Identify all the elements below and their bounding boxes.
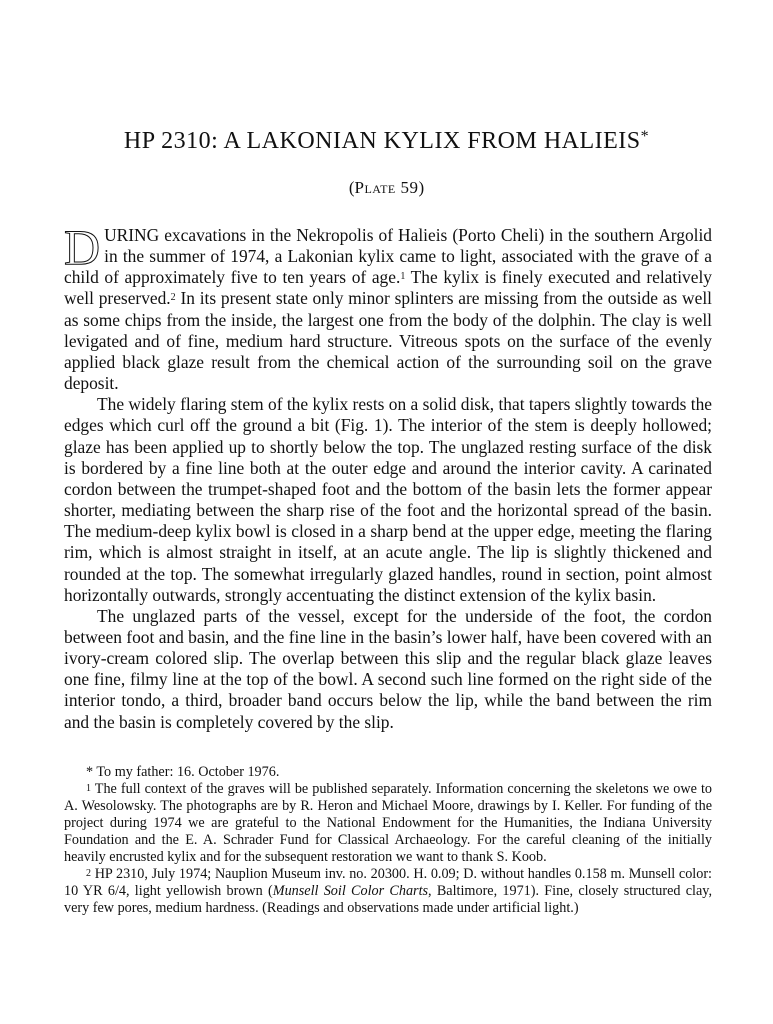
footnote-2-text-a: HP 2310, July 1974; Nauplion Museum inv. no. 20300. H. 0.09; D. without handles 0.158 m. Munsell color: 10 YR 6/4, light yellowish brown (: [64, 866, 712, 899]
footnote-ref-2: 2: [170, 292, 176, 304]
footnote-1-text: The full context of the graves will be published separately. Information concerning the skeletons we owe to A. Wesolowsky. The photographs are by R. Heron and Michael Moore, drawings by I. Keller. For funding of the project during 1974 we are grateful to the National Endowment for the Humanities, the Indiana University Foundation and the E. A. Schrader Fund for Classical Archaeology. For the careful cleaning of the initially heavily encrusted kylix and for the subsequent restoration we want to thank S. Koob.: [64, 781, 712, 865]
paragraph-2: The widely flaring stem of the kylix rests on a solid disk, that tapers slightly towards the edges which curl off the ground a bit (Fig. 1). The interior of the stem is deeply hollowed; glaze has been applied up to shortly below the top. The unglazed resting surface of the disk is bordered by a fine line both at the outer edge and around the interior cavity. A carinated cordon between the trumpet-shaped foot and the bottom of the basin lets the former appear shorter, mediating between the sharp rise of the foot and the horizontal spread of the basin. The medium-deep kylix bowl is closed in a sharp bend at the upper edge, meeting the flaring rim, which is almost straight in itself, at an acute angle. The lip is slightly thickened and rounded at the top. The somewhat irregularly glazed handles, round in section, point almost horizontally outwards, strongly accentuating the distinct extension of the kylix basin.: [64, 394, 712, 605]
footnote-2: [64, 866, 712, 917]
plate-reference: [0, 178, 773, 198]
footnote-dedication: * To my father: 16. October 1976.: [86, 764, 280, 780]
article-body: [64, 219, 713, 733]
paragraph-1-text-b: The kylix is finely executed and relatively well preserved.: [64, 267, 712, 309]
paragraph-3: The unglazed parts of the vessel, except for the underside of the foot, the cordon between foot and basin, and the fine line in the basin’s lower half, have been covered with an ivory-cream colored slip. The overlap between this slip and the regular black glaze leaves one fine, filmy line at the top of the bowl. A second such line formed on the right side of the interior tondo, a third, broader band occurs below the lip, while the band between the rim and the basin is completely covered by the slip.: [64, 605, 712, 732]
footnote-2-text-b: , Baltimore, 1971). Fine, closely structured clay, very few pores, medium hardness. (Readings and observations made under artificial light.): [64, 883, 712, 916]
paragraph-1-text-a: URING excavations in the Nekropolis of Halieis (Porto Cheli) in the southern Argolid in the summer of 1974, a Lakonian kylix came to light, associated with the grave of a child of approximately five to ten years of age.: [64, 225, 712, 288]
footnote-1-mark: 1: [86, 783, 91, 794]
title-text: HP 2310: A LAKONIAN KYLIX FROM HALIEIS: [123, 128, 641, 154]
footnotes: [64, 764, 712, 917]
paragraph-1-text-c: In its present state only minor splinters are missing from the outside as well as some chips from the inside, the largest one from the body of the dolphin. The clay is well levigated and of fine, medium hard structure. Vitreous spots on the surface of the evenly applied black glaze result from the chemical action of the surrounding soil on the grave deposit.: [64, 288, 713, 394]
footnote-2-mark: 2: [86, 868, 91, 879]
footnote-ref-1: 1: [400, 271, 406, 283]
title-footnote-mark: *: [640, 128, 650, 145]
plate-close: ): [418, 178, 425, 197]
plate-label: Plate 59: [354, 178, 419, 197]
paragraph-1: [64, 219, 713, 394]
article-title: [0, 128, 773, 155]
drop-cap: D: [64, 219, 101, 275]
footnote-2-italic: Munsell Soil Color Charts: [272, 883, 429, 899]
plate-open: (: [348, 178, 355, 197]
footnote-1: [64, 781, 712, 866]
